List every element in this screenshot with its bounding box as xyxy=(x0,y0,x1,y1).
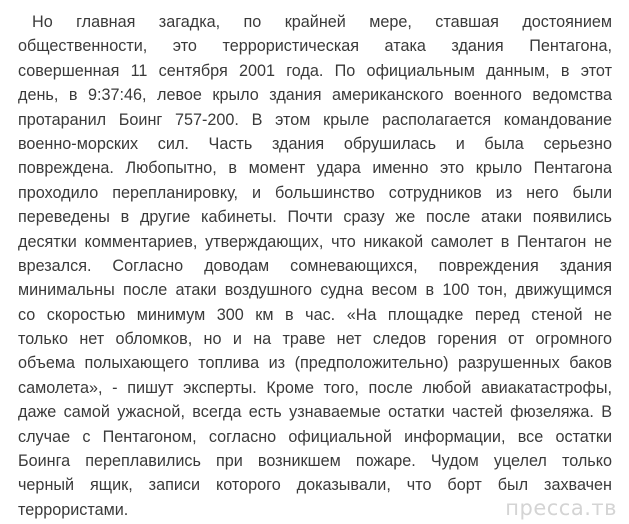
text-line: военно-морских сил. Часть здания обрушилась и была серьезно xyxy=(18,134,612,153)
text-line: объема полыхающего топлива из (предположительно) разрушенных баков xyxy=(18,354,612,373)
text-line: самолета», - пишут эксперты. Кроме того, после любой авиакатастрофы, xyxy=(18,378,612,397)
text-line: проходило перепланировку, и большинство сотрудников из него были xyxy=(18,183,612,202)
text-line: Боинга переплавились при возникшем пожаре. Чудом уцелел только xyxy=(18,452,612,471)
text-line: Но главная загадка, по крайней мере, ставшая достоянием xyxy=(32,13,612,31)
text-line: совершенная 11 сентября 2001 года. По официальным данным, в этот xyxy=(18,61,612,80)
text-line: даже самой ужасной, всегда есть узнаваемые остатки частей фюзеляжа. В xyxy=(18,403,612,422)
text-line: десятки комментариев, утверждающих, что никакой самолет в Пентагон не xyxy=(18,232,612,251)
text-line: со скоростью минимум 300 км в час. «На площадке перед стеной не xyxy=(18,305,612,324)
text-line: повреждена. Любопытно, в момент удара именно это крыло Пентагона xyxy=(18,159,612,178)
text-line: переведены в другие кабинеты. Почти сразу же после атаки появились xyxy=(18,208,612,227)
text-line: черный ящик, записи которого доказывали, что борт был захвачен xyxy=(18,476,612,495)
text-line: террористами. xyxy=(18,500,129,519)
watermark-logo: пресса.тв xyxy=(505,496,617,520)
text-line: случае с Пентагоном, согласно официальной информации, все остатки xyxy=(18,427,612,446)
text-line: протаранил Боинг 757-200. В этом крыле располагается командование xyxy=(18,110,612,129)
text-line: врезался. Согласно доводам сомневающихся, повреждения здания xyxy=(18,256,612,275)
article-text xyxy=(18,10,612,522)
text-line: общественности, это террористическая атака здания Пентагона, xyxy=(18,37,612,56)
text-line: день, в 9:37:46, левое крыло здания американского военного ведомства xyxy=(18,86,612,105)
text-line: минимальны после атаки воздушного судна весом в 100 тон, движущимся xyxy=(18,281,612,300)
text-line: только нет обломков, но и на траве нет следов горения от огромного xyxy=(18,330,612,349)
